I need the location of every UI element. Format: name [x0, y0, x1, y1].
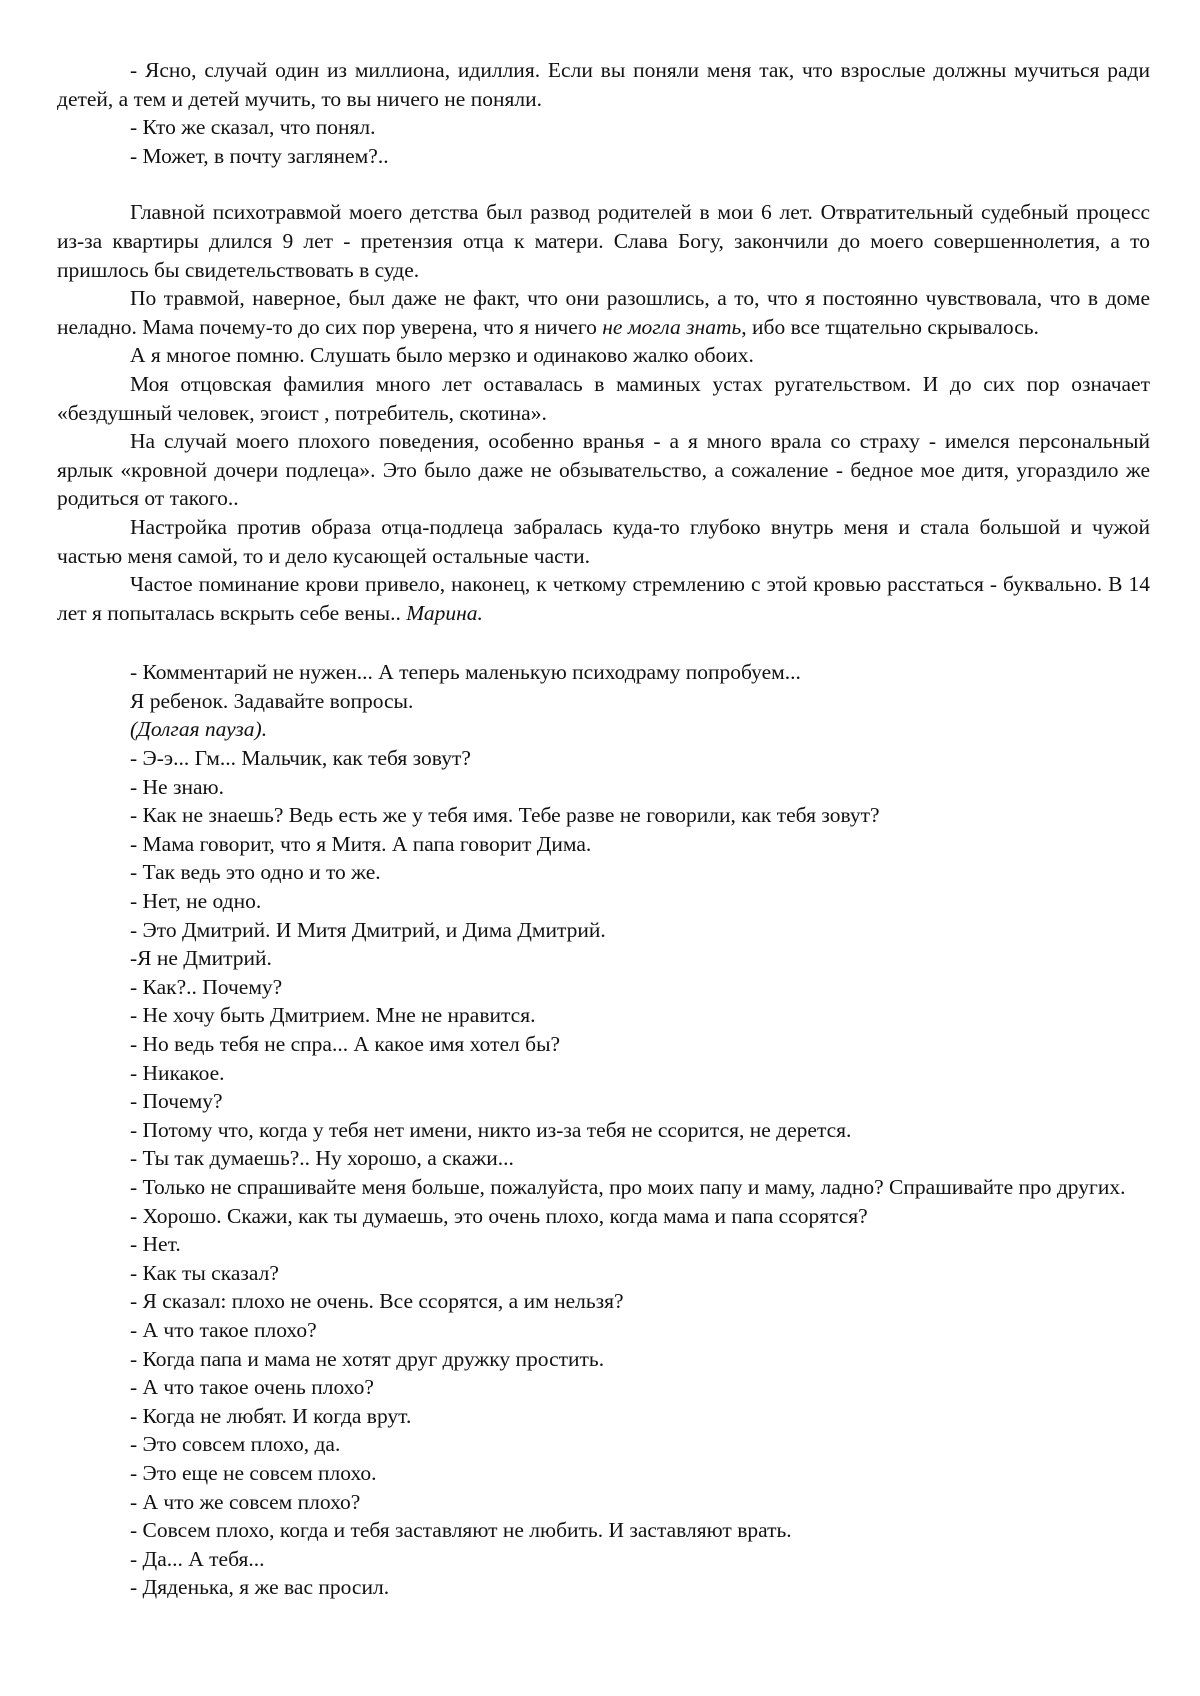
dialogue-line: - Не знаю. [130, 774, 224, 799]
dialogue-line: - Так ведь это одно и то же. [130, 860, 381, 885]
dialogue-line: - Но ведь тебя не спра... А какое имя хотел бы? [130, 1032, 561, 1056]
opening-dialogue [57, 56, 1150, 170]
story-paragraph [57, 284, 1150, 341]
stage-direction [57, 715, 1150, 744]
dialogue-line: - Нет, не одно. [130, 889, 262, 914]
story-paragraph: На случай моего плохого поведения, особенно вранья - а я много врала со страху - имелся персональный ярлык «кровной дочери подлеца». Это было даже не обзывательство, а сожаление - бедное мое дитя, угораздило же родиться от такого.. [57, 429, 1150, 511]
story-paragraph [57, 570, 1150, 627]
dialogue-line: - Когда не любят. И когда врут. [130, 1403, 412, 1428]
dialogue-line: - Нет. [130, 1232, 181, 1257]
dialogue-line: - Может, в почту заглянем?.. [130, 143, 389, 168]
dialogue-line: - Как не знаешь? Ведь есть же у тебя имя. Тебе разве не говорили, как тебя зовут? [130, 803, 880, 828]
dialogue-line: - Дяденька, я же вас просил. [130, 1575, 390, 1600]
dialogue-line: - Мама говорит, что я Митя. А папа говорит Дима. [130, 831, 592, 856]
story-emphasis: не могла знать [602, 314, 742, 339]
dialogue-line: - Почему? [130, 1089, 223, 1114]
dialogue-list [57, 744, 1150, 1602]
psychodrama-intro: - Комментарий не нужен... А теперь маленькую психодраму попробуем... [130, 660, 801, 685]
dialogue-line: - Ты так думаешь?.. Ну хорошо, а скажи... [130, 1146, 514, 1171]
dialogue-line: - Как ты сказал? [130, 1260, 279, 1285]
story-text: Частое поминание крови привело, наконец, к четкому стремлению с этой кровью расстаться - буквально. В 14 лет я попыталась вскрыть себе вены.. [57, 572, 1150, 625]
dialogue-line: - Потому что, когда у тебя нет имени, никто из-за тебя не ссорится, не дерется. [130, 1117, 852, 1142]
psychodrama-intro: Я ребенок. Задавайте вопросы. [130, 688, 414, 713]
dialogue-line: - Э-э... Гм... Мальчик, как тебя зовут? [130, 746, 471, 771]
dialogue-line: - Не хочу быть Дмитрием. Мне не нравится. [130, 1003, 536, 1028]
dialogue-line: - Никакое. [130, 1060, 225, 1085]
story-paragraph: Главной психотравмой моего детства был развод родителей в мои 6 лет. Отвратительный судебный процесс из-за квартиры длился 9 лет - претензия отца к матери. Слава Богу, закончили до моего совершеннолетия, а то пришлось бы свидетельствовать в суде. [57, 200, 1150, 282]
document-page [57, 56, 1150, 1602]
story-signature: Марина. [406, 600, 483, 625]
story-text: По травмой, наверное, был даже не факт, что они разошлись, а то, что я постоянно чувствовала, что в доме неладно. Мама почему-то до сих пор уверена, что я ничего [57, 286, 1150, 339]
dialogue-line: - Хорошо. Скажи, как ты думаешь, это очень плохо, когда мама и папа ссорятся? [130, 1203, 868, 1228]
section-gap [57, 170, 1150, 198]
dialogue-line: - Я сказал: плохо не очень. Все ссорятся, а им нельзя? [130, 1289, 624, 1314]
psychodrama-section [57, 658, 1150, 1602]
story-paragraph: Настройка против образа отца-подлеца забралась куда-то глубоко внутрь меня и стала большой и чужой частью меня самой, то и дело кусающей остальные части. [57, 514, 1150, 568]
story-paragraph: А я многое помню. Слушать было мерзко и одинаково жалко обоих. [130, 343, 754, 368]
dialogue-line: - Только не спрашивайте меня больше, пожалуйста, про моих папу и маму, ладно? Спрашивайте про других. [130, 1174, 1126, 1199]
pause-note: (Долгая пауза). [130, 717, 268, 742]
dialogue-line: - А что такое плохо? [130, 1317, 317, 1342]
dialogue-line: - Совсем плохо, когда и тебя заставляют не любить. И заставляют врать. [130, 1518, 792, 1543]
dialogue-line: - А что же совсем плохо? [130, 1489, 361, 1514]
dialogue-line: - А что такое очень плохо? [130, 1375, 374, 1400]
dialogue-line: - Это совсем плохо, да. [130, 1432, 341, 1457]
dialogue-line: - Это еще не совсем плохо. [130, 1460, 377, 1485]
story-text: , ибо все тщательно скрывалось. [741, 314, 1039, 339]
dialogue-line: - Это Дмитрий. И Митя Дмитрий, и Дима Дмитрий. [130, 917, 606, 942]
dialogue-line: - Ясно, случай один из миллиона, идиллия. Если вы поняли меня так, что взрослые должны мучиться ради детей, а тем и детей мучить, то вы ничего не поняли. [57, 58, 1150, 111]
story-paragraph: Моя отцовская фамилия много лет оставалась в маминых устах ругательством. И до сих пор означает «бездушный человек, эгоист , потребитель, скотина». [57, 371, 1150, 425]
dialogue-line: - Когда папа и мама не хотят друг дружку простить. [130, 1346, 605, 1371]
dialogue-line: -Я не Дмитрий. [130, 946, 272, 971]
section-gap [57, 627, 1150, 658]
dialogue-line: - Как?.. Почему? [130, 974, 283, 999]
dialogue-line: - Кто же сказал, что понял. [130, 115, 376, 140]
story-section [57, 198, 1150, 627]
dialogue-line: - Да... А тебя... [130, 1546, 265, 1571]
